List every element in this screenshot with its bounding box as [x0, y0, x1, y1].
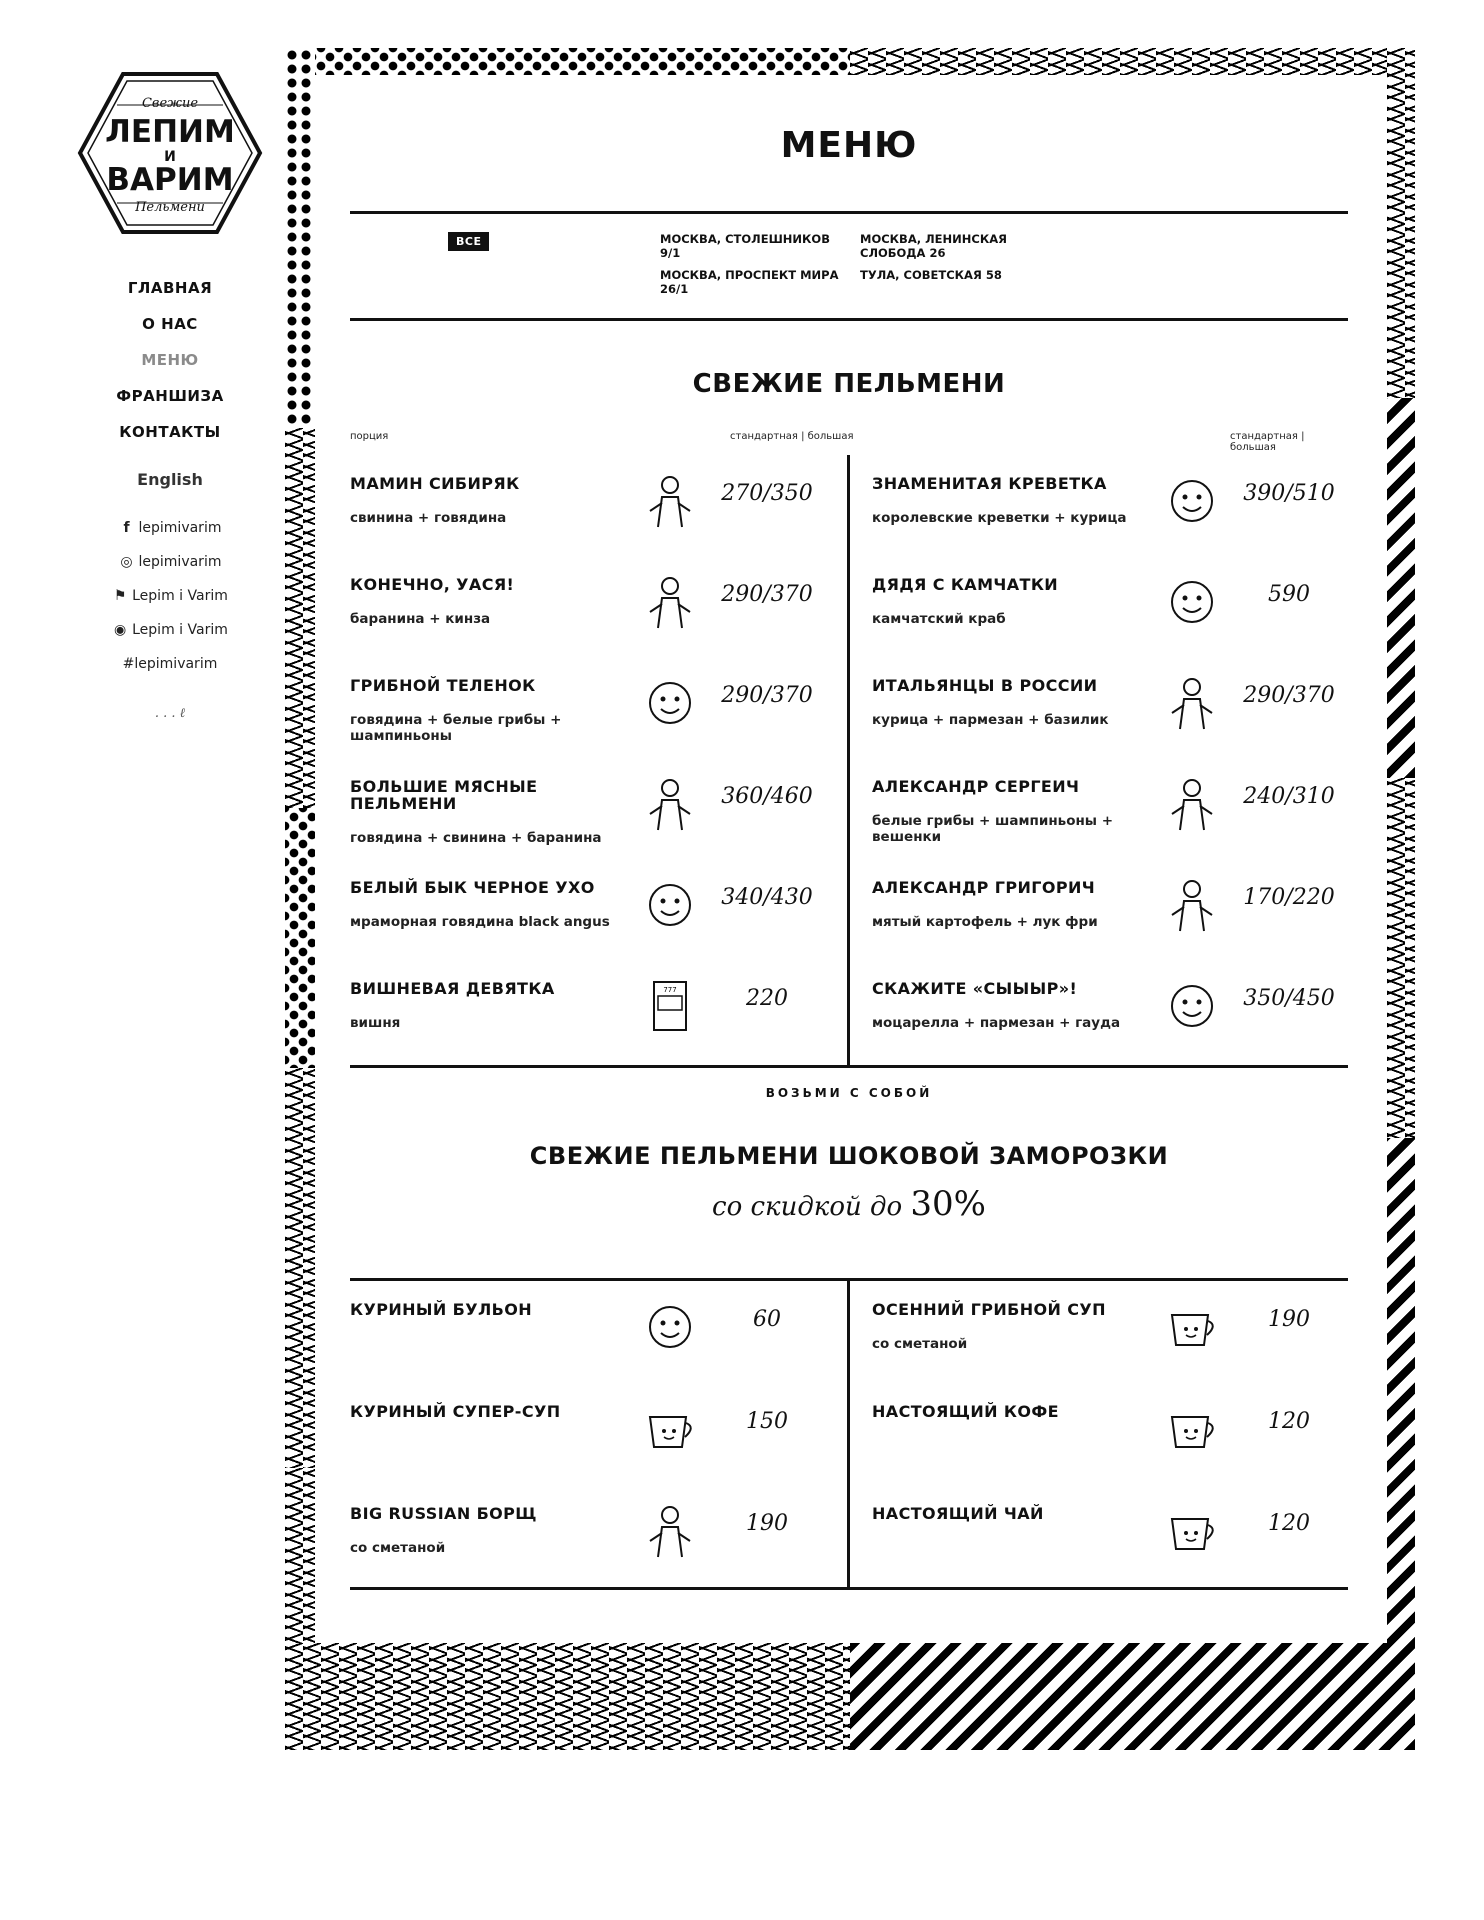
- menu-item[interactable]: [850, 1485, 1347, 1587]
- facebook-icon: f: [123, 520, 130, 536]
- menu-item-name: ОСЕННИЙ ГРИБНОЙ СУП: [872, 1300, 1106, 1319]
- menu-item-desc: моцарелла + пармезан + гауда: [872, 1015, 1121, 1031]
- svg-text:777: 777: [663, 986, 677, 994]
- borscht-king-icon: [638, 1501, 702, 1561]
- menu-item-desc: мятый картофель + лук фри: [872, 914, 1098, 930]
- menu-item-name: СКАЖИТЕ «СЫЫЫР»!: [872, 979, 1078, 998]
- calf-mushrooms-icon: [638, 673, 702, 733]
- pattern-stripes-bottom: [850, 1643, 1415, 1750]
- social-label: Lepim i Varim: [132, 622, 228, 638]
- tripadvisor-icon: ◉: [114, 622, 127, 638]
- location-leninskaya[interactable]: МОСКВА, ЛЕНИНСКАЯ СЛОБОДА 26: [860, 232, 1007, 260]
- menu-item[interactable]: [350, 1485, 847, 1587]
- menu-item-price: 60: [753, 1307, 781, 1332]
- menu-item[interactable]: [850, 657, 1347, 758]
- nav-about[interactable]: О НАС: [142, 315, 198, 333]
- jackpot-icon: [638, 976, 702, 1036]
- menu-item-name: БЕЛЫЙ БЫК ЧЕРНОЕ УХО: [350, 878, 595, 897]
- pattern-waves-right-1: [1387, 48, 1415, 398]
- social-links: [60, 511, 280, 681]
- menu-item-price: 220: [746, 986, 788, 1011]
- menu-item-name: ДЯДЯ С КАМЧАТКИ: [872, 575, 1059, 594]
- fresh-menu-grid: [350, 455, 1348, 1065]
- logo-line-3: ВАРИМ: [106, 162, 234, 198]
- old-woman-icon: [638, 471, 702, 531]
- menu-item-name: АЛЕКСАНДР ГРИГОРИЧ: [872, 878, 1096, 897]
- menu-item-desc: вишня: [350, 1015, 401, 1031]
- divider: [350, 1587, 1348, 1590]
- menu-item-price: 270/350: [721, 481, 813, 506]
- menu-item-price: 590: [1268, 582, 1310, 607]
- location-stoleshnikov[interactable]: МОСКВА, СТОЛЕШНИКОВ 9/1: [660, 232, 830, 260]
- menu-item-desc: белые грибы + шампиньоны + вешенки: [872, 813, 1114, 845]
- menu-item-price: 170/220: [1243, 885, 1335, 910]
- pattern-waves-right-2: [1387, 778, 1415, 1138]
- pattern-waves-left-1: [285, 428, 315, 808]
- language-switch[interactable]: English: [137, 470, 203, 489]
- instagram-icon: ◎: [120, 554, 133, 570]
- coffee-cup-icon: [1160, 1399, 1224, 1459]
- pattern-waves-left-2: [285, 1068, 315, 1468]
- crab-captain-icon: [1160, 572, 1224, 632]
- menu-item-price: 190: [746, 1511, 788, 1536]
- logo[interactable]: [77, 70, 263, 236]
- menu-item[interactable]: [850, 455, 1347, 556]
- menu-item-price: 240/310: [1243, 784, 1335, 809]
- menu-item-desc: мраморная говядина black angus: [350, 914, 610, 930]
- tea-mug-icon: [1160, 1501, 1224, 1561]
- fresh-right-column: [850, 455, 1347, 1061]
- nav-menu[interactable]: МЕНЮ: [141, 351, 199, 369]
- logo-top-text: Свежие: [141, 96, 199, 111]
- menu-item[interactable]: [850, 1383, 1347, 1485]
- location-all-button[interactable]: ВСЕ: [448, 232, 489, 251]
- location-tula[interactable]: ТУЛА, СОВЕТСКАЯ 58: [860, 268, 1002, 282]
- social-label: #lepimivarim: [122, 656, 218, 672]
- discount-value: 30%: [910, 1184, 986, 1224]
- menu-item-desc: со сметаной: [872, 1336, 968, 1352]
- location-prospekt-mira[interactable]: МОСКВА, ПРОСПЕКТ МИРА 26/1: [660, 268, 839, 296]
- section-title: СВЕЖИЕ ПЕЛЬМЕНИ: [692, 369, 1006, 399]
- discount-label: со скидкой до: [712, 1192, 903, 1222]
- pattern-waves-bottom: [285, 1643, 850, 1750]
- menu-item-price: 290/370: [721, 582, 813, 607]
- nav-franchise[interactable]: ФРАНШИЗА: [116, 387, 224, 405]
- menu-item-price: 120: [1268, 1409, 1310, 1434]
- menu-item-desc: со сметаной: [350, 1540, 446, 1556]
- menu-item-desc: камчатский краб: [872, 611, 1006, 627]
- signature: . . . ℓ: [154, 706, 186, 721]
- logo-bottom-text: Пельмени: [135, 200, 205, 215]
- pattern-dots-left-2: [285, 808, 315, 1068]
- menu-item-desc: говядина + свинина + баранина: [350, 830, 602, 846]
- discount-text: [350, 1184, 1348, 1224]
- takeaway-label: ВОЗЬМИ С СОБОЙ: [765, 1086, 933, 1100]
- mushroom-soup-icon: [1160, 1297, 1224, 1357]
- foursquare-icon: ⚑: [113, 588, 127, 604]
- menu-item-name: БОЛЬШИЕ МЯСНЫЕ ПЕЛЬМЕНИ: [350, 777, 538, 813]
- social-tripadvisor[interactable]: [60, 613, 280, 647]
- size-labels-right: стандартная | большая: [1230, 431, 1305, 453]
- menu-item-price: 290/370: [721, 683, 813, 708]
- frozen-title: СВЕЖИЕ ПЕЛЬМЕНИ ШОКОВОЙ ЗАМОРОЗКИ: [529, 1142, 1169, 1170]
- menu-item[interactable]: [350, 960, 847, 1061]
- extras-right-column: [850, 1281, 1347, 1587]
- menu-item-price: 350/450: [1243, 986, 1335, 1011]
- pattern-waves-top: [850, 48, 1415, 78]
- social-foursquare[interactable]: [60, 579, 280, 613]
- menu-item-desc: свинина + говядина: [350, 510, 507, 526]
- social-facebook[interactable]: [60, 511, 280, 545]
- main-nav: [60, 270, 280, 450]
- menu-item-desc: курица + пармезан + базилик: [872, 712, 1109, 728]
- shrimp-star-icon: [1160, 471, 1224, 531]
- menu-item[interactable]: [850, 960, 1347, 1061]
- butchers-icon: [638, 774, 702, 834]
- cheese-dumplings-icon: [1160, 976, 1224, 1036]
- portion-label: порция: [350, 431, 389, 442]
- menu-item[interactable]: [350, 859, 847, 960]
- menu-item-name: BIG RUSSIAN БОРЩ: [350, 1504, 537, 1523]
- menu-item-name: ГРИБНОЙ ТЕЛЕНОК: [350, 676, 536, 695]
- size-labels-left: стандартная | большая: [730, 431, 854, 442]
- soup-bowl-icon: [638, 1399, 702, 1459]
- pattern-dots-left-1: [285, 48, 315, 428]
- godfather-icon: [1160, 673, 1224, 733]
- menu-item-name: АЛЕКСАНДР СЕРГЕИЧ: [872, 777, 1080, 796]
- nav-home[interactable]: ГЛАВНАЯ: [127, 279, 213, 297]
- location-filter: [350, 214, 1348, 318]
- portion-header: [350, 431, 1348, 453]
- menu-item-name: КУРИНЫЙ СУПЕР-СУП: [350, 1402, 561, 1421]
- menu-item[interactable]: [350, 1281, 847, 1383]
- fresh-left-column: [350, 455, 847, 1061]
- extras-left-column: [350, 1281, 847, 1587]
- president-icon: [1160, 875, 1224, 935]
- social-label: lepimivarim: [138, 520, 222, 536]
- menu-item-name: НАСТОЯЩИЙ ЧАЙ: [872, 1504, 1044, 1523]
- menu-item[interactable]: [350, 758, 847, 859]
- menu-item[interactable]: [850, 758, 1347, 859]
- pattern-dots-top: [285, 48, 850, 78]
- menu-item-name: ВИШНЕВАЯ ДЕВЯТКА: [350, 979, 555, 998]
- menu-item-name: ИТАЛЬЯНЦЫ В РОССИИ: [872, 676, 1098, 695]
- menu-item[interactable]: [850, 556, 1347, 657]
- pattern-stripes-right-1: [1387, 398, 1415, 778]
- social-instagram[interactable]: [60, 545, 280, 579]
- menu-item-price: 120: [1268, 1511, 1310, 1536]
- pushkin-icon: [1160, 774, 1224, 834]
- menu-item[interactable]: [350, 455, 847, 556]
- menu-item-price: 190: [1268, 1307, 1310, 1332]
- menu-item-desc: баранина + кинза: [350, 611, 491, 627]
- social-label: lepimivarim: [138, 554, 222, 570]
- menu-item[interactable]: [350, 556, 847, 657]
- menu-item-price: 340/430: [721, 885, 813, 910]
- nav-contacts[interactable]: КОНТАКТЫ: [119, 423, 221, 441]
- chicken-bath-icon: [638, 1297, 702, 1357]
- menu-item[interactable]: [350, 1383, 847, 1485]
- sidebar: [60, 70, 280, 721]
- menu-item-name: КОНЕЧНО, УАСЯ!: [350, 575, 515, 594]
- menu-content: [350, 75, 1348, 1590]
- page-title: МЕНЮ: [780, 125, 918, 166]
- menu-item[interactable]: [350, 657, 847, 758]
- divider: [350, 318, 1348, 321]
- logo-line-2: И: [164, 149, 176, 165]
- menu-item-price: 390/510: [1243, 481, 1335, 506]
- menu-item[interactable]: [850, 859, 1347, 960]
- menu-item-price: 360/460: [721, 784, 813, 809]
- extras-menu-grid: [350, 1281, 1348, 1587]
- chef-ok-icon: [638, 572, 702, 632]
- divider: [350, 1065, 1348, 1068]
- menu-item-name: НАСТОЯЩИЙ КОФЕ: [872, 1402, 1059, 1421]
- social-hashtag[interactable]: [60, 647, 280, 681]
- bull-icon: [638, 875, 702, 935]
- menu-item-name: МАМИН СИБИРЯК: [350, 474, 520, 493]
- menu-item[interactable]: [850, 1281, 1347, 1383]
- logo-line-1: ЛЕПИМ: [105, 114, 235, 150]
- menu-item-price: 290/370: [1243, 683, 1335, 708]
- menu-item-price: 150: [746, 1409, 788, 1434]
- menu-item-desc: королевские креветки + курица: [872, 510, 1127, 526]
- social-label: Lepim i Varim: [132, 588, 228, 604]
- menu-item-name: ЗНАМЕНИТАЯ КРЕВЕТКА: [872, 474, 1107, 493]
- menu-item-desc: говядина + белые грибы + шампиньоны: [350, 712, 562, 744]
- menu-item-name: КУРИНЫЙ БУЛЬОН: [350, 1300, 533, 1319]
